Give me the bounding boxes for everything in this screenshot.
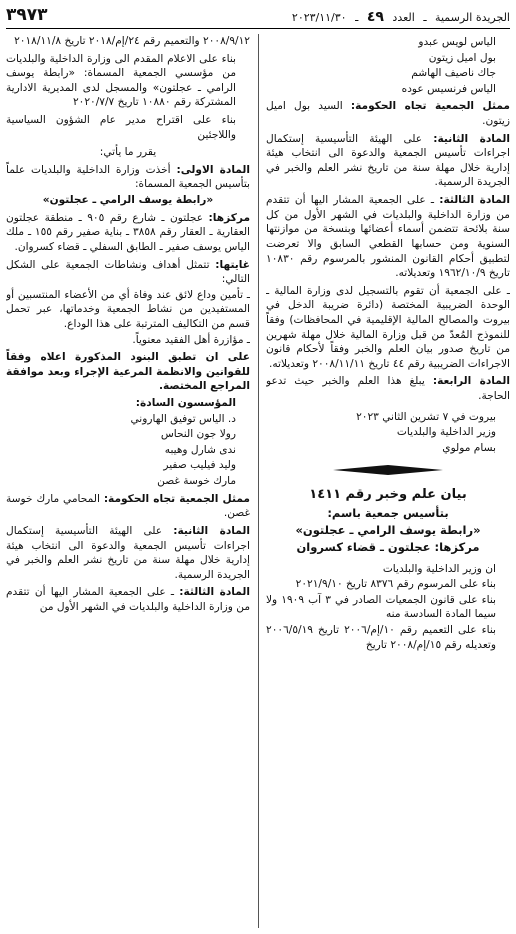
- announcement-hq: مركزها: عجلتون ـ قضاء كسروان: [296, 539, 480, 554]
- circular-continued: ٢٠٠٨/٩/١٢ والتعميم رقم ٢٤/إم/٢٠١٨ تاريخ ٢٠١٨/١١/٨: [14, 35, 250, 47]
- announcement-title: بيان علم وخبر رقم ١٤١١: [309, 487, 467, 503]
- founder-name: د. الياس توفيق الهاروني: [130, 412, 236, 425]
- issue-label: العدد: [392, 11, 415, 24]
- decides-heading: يقرر ما يأتي:: [99, 146, 157, 159]
- gazette-title: الجريدة الرسمية ـ العدد ٤٩ ـ ٢٠٢٣/١١/٣٠: [291, 9, 510, 25]
- founders-list: [6, 412, 250, 489]
- goal-item: ـ مؤازرة أهل الفقيد معنوياً.: [132, 333, 250, 346]
- based-on-proposal: بناء على اقتراح مدير عام الشؤون السياسية واللاجئين: [6, 114, 236, 141]
- signature-block: [266, 410, 510, 456]
- founders-list-continued: [266, 35, 510, 96]
- article-2: المادة الثانية: على الهيئة التأسيسية إستكمال اجراءات تأسيس الجمعية والدعوة الى انتخاب هيئة إدارية خلال مهلة سنة من تاريخ نشر العلم والخبر في الجريدة الرسمية.: [266, 132, 510, 189]
- article-3: المادة الثالثة: ـ على الجمعية المشار اليها أن تتقدم من وزارة الداخلية والبلديات في الشهر الأول من كل سنة بلائحة تتضمن أسماء أعضائها وبنسخة من موازنتها السنوية ومن حسابها القطعي السابق والا تعرضت لتطبيق أحكام القانون المنشور بالمرسوم رقم ١٠٨٣٠ تاريخ ١٩٦٢/١٠/٩ وتعديلاته.: [266, 194, 510, 280]
- preamble-law: بناء على قانون الجمعيات الصادر في ٣ آب ١٩٠٩ ولا سيما المادة السادسة منه: [266, 593, 497, 621]
- left-column: [6, 34, 250, 616]
- signoff-role: وزير الداخلية والبلديات: [396, 426, 496, 439]
- based-on-notice: بناء على الاعلام المقدم الى وزارة الداخلية والبلديات من مؤسسي الجمعية المسماة: «رابطة يوسف الرامي ـ عجلتون» والمسجل لدى المديرية الادارية المشتركة رقم ١٠٨٨٠ تاريخ ٢٠٢٠/٧/٧: [6, 52, 236, 109]
- founder-name: بول اميل زيتون: [428, 51, 496, 64]
- founder-name: ندى شارل وهيبه: [164, 443, 236, 456]
- goals: غايتها: تتمثل أهداف ونشاطات الجمعية على الشكل التالي:: [6, 258, 250, 286]
- founder-name: جاك ناصيف الهاشم: [411, 67, 496, 80]
- right-column: [266, 34, 510, 653]
- founders-label: المؤسسون السادة:: [135, 397, 236, 410]
- column-divider: [258, 34, 259, 928]
- gov-representative: ممثل الجمعية تجاه الحكومة: السيد بول اميل زيتون.: [266, 100, 510, 128]
- article-4: المادة الرابعة: يبلغ هذا العلم والخبر حيث تدعو الحاجة.: [266, 375, 510, 403]
- section-ornament: [266, 465, 510, 480]
- ornament-divider-icon: [333, 465, 443, 475]
- founder-name: رولا جون النحاس: [160, 428, 236, 441]
- announcement-subtitle: بتأسيس جمعية باسم:: [327, 506, 449, 520]
- founder-name: الياس فرنسيس عوده: [401, 82, 496, 95]
- article-3: المادة الثالثة: ـ على الجمعية المشار اليها أن تتقدم من وزارة الداخلية والبلديات في الشهر الأول من: [6, 586, 250, 613]
- headquarters: مركزها: عجلتون ـ شارع رقم ٩٠٥ ـ منطقة عجلتون العقارية ـ العقار رقم ٣٨٥٨ ـ بناية صفير رقم ١٥٥ ـ ملك الياس يوسف صفير ـ الطابق السفلي ـ قضاء كسروان.: [6, 211, 250, 253]
- article-2: المادة الثانية: على الهيئة التأسيسية إستكمال اجراءات تأسيس الجمعية والدعوة الى انتخاب هيئة إدارية خلال مهلة سنة من تاريخ نشر العلم والخبر في الجريدة الرسمية.: [6, 524, 250, 581]
- goal-item: ـ تأمين وداع لائق عند وفاة أي من الأعضاء المنتسبين أو المستفيدين من نشاط الجمعية وخدماتها، عبر تحمل قسم من التكاليف المترتبة على هذا الوداع.: [6, 288, 250, 330]
- page-header: [6, 4, 510, 29]
- gov-representative: ممثل الجمعية تجاه الحكومة: المحامي مارك خوسة غصن.: [6, 492, 250, 520]
- page-number: ٣٩٧٣: [6, 5, 48, 25]
- founder-name: الياس لويس عبدو: [418, 36, 496, 48]
- founder-name: مارك خوسة غصن: [157, 475, 236, 488]
- preamble-minister: ان وزير الداخلية والبلديات: [382, 562, 496, 575]
- signoff-name: بسام مولوي: [442, 441, 496, 454]
- gazette-name: الجريدة الرسمية: [435, 11, 510, 24]
- preamble-circular: بناء على التعميم رقم ١٠/إم/٢٠٠٦ تاريخ ٢٠٠٦/٥/١٩ وتعديله رقم ١٥/إم/٢٠٠٨ تاريخ: [266, 624, 496, 651]
- preamble-decree: بناء على المرسوم رقم ٨٣٧٦ تاريخ ٢٠٢١/٩/١٠: [295, 578, 496, 591]
- apply-clause: على ان تطبق البنود المذكورة اعلاه وفقاً للقوانين والانظمة المرعية الإجراء وبعد موافقة المراجع المختصة.: [6, 351, 250, 393]
- article-3-tax: ـ على الجمعية أن تقوم بالتسجيل لدى وزارة المالية ـ الوحدة الضريبية المختصة (دائرة ضريبة الدخل في بيروت والمصالح المالية الإقليمية في المحافظات) وفقاً للنموذج المُعدّ من قبل وزارة المالية خلال مهلة شهرين من تاريخ صدور بيان العلم والخبر وفقاً لأحكام قانون الاجراءات الضريبية رقم ٤٤ تاريخ ٢٠٠٨/١١/١١ وتعديلاته.: [266, 284, 510, 370]
- article-1: المادة الاولى: أخذت وزارة الداخلية والبلديات علماً بتأسيس الجمعية المسماة:: [6, 163, 250, 191]
- founder-name: وليد فيليب صفير: [163, 459, 236, 472]
- issue-number: ٤٩: [366, 9, 384, 25]
- announcement-assoc-name: «رابطة يوسف الرامي ـ عجلتون»: [295, 522, 481, 537]
- issue-date: ٢٠٢٣/١١/٣٠: [291, 11, 347, 24]
- signoff-date: بيروت في ٧ تشرين الثاني ٢٠٢٣: [356, 410, 496, 423]
- assoc-name: «رابطة يوسف الرامي ـ عجلتون»: [42, 194, 214, 207]
